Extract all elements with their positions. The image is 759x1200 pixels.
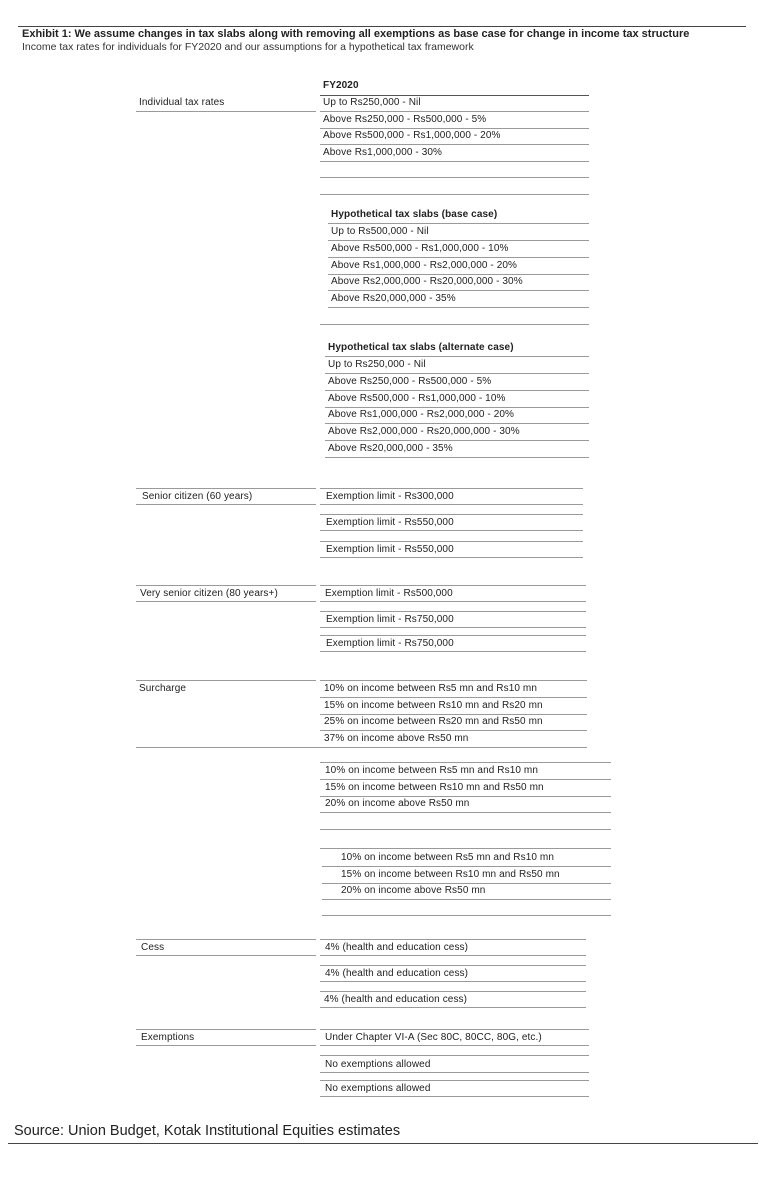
base-case-slab: Above Rs500,000 - Rs1,000,000 - 10% [331,242,509,254]
row-divider [320,1055,589,1056]
row-divider [320,991,586,992]
row-divider [320,848,611,849]
row-divider [320,95,589,96]
row-divider [320,1080,589,1081]
row-label-surcharge: Surcharge [139,683,187,694]
surcharge-alternate: 20% on income above Rs50 mn [341,885,486,897]
row-divider [320,779,611,780]
row-divider [320,177,589,178]
surcharge-fy2020: 25% on income between Rs20 mn and Rs50 mn [324,716,543,728]
surcharge-alternate: 10% on income between Rs5 mn and Rs10 mn [341,852,555,863]
fy2020-slab: Above Rs1,000,000 - 30% [323,147,443,159]
alternate-case-slab: Up to Rs250,000 - Nil [328,359,426,370]
row-divider [320,965,586,966]
senior-alternate: Exemption limit - Rs550,000 [326,544,454,555]
row-divider [320,504,583,505]
base-case-title: Hypothetical tax slabs (base case) [331,209,498,220]
surcharge-base-case: 20% on income above Rs50 mn [325,798,470,810]
column-header-fy2020: FY2020 [323,80,359,91]
row-divider [320,714,587,715]
row-label-very-senior: Very senior citizen (80 years+) [140,588,278,599]
row-label-cess: Cess [141,942,165,953]
row-divider [320,161,589,162]
row-divider [320,514,583,515]
row-divider [320,762,611,763]
source-rule [8,1143,758,1144]
row-divider [325,373,589,374]
row-divider [136,601,316,602]
row-divider [136,955,316,956]
base-case-slab: Above Rs1,000,000 - Rs2,000,000 - 20% [331,259,518,271]
alternate-case-slab: Above Rs20,000,000 - 35% [328,443,453,454]
row-divider [320,981,586,982]
senior-fy2020: Exemption limit - Rs300,000 [326,491,454,502]
row-divider [320,680,587,681]
fy2020-slab: Above Rs250,000 - Rs500,000 - 5% [323,113,487,125]
row-divider [325,457,589,458]
very-senior-fy2020: Exemption limit - Rs500,000 [325,588,453,599]
row-divider [136,747,587,748]
fy2020-slab: Up to Rs250,000 - Nil [323,97,421,108]
row-divider [320,144,589,145]
row-divider [325,356,589,357]
cess-fy2020: 4% (health and education cess) [325,942,469,953]
alternate-case-slab: Above Rs1,000,000 - Rs2,000,000 - 20% [328,409,515,421]
base-case-slab: Up to Rs500,000 - Nil [331,226,429,237]
fy2020-slab: Above Rs500,000 - Rs1,000,000 - 20% [323,130,501,142]
row-divider [136,1029,316,1030]
exhibit-subtitle: Income tax rates for individuals for FY2020 and our assumptions for a hypothetical tax framework [22,41,474,53]
exemptions-fy2020: Under Chapter VI-A (Sec 80C, 80CC, 80G, etc.) [325,1032,542,1043]
row-label-exemptions: Exemptions [141,1032,195,1043]
row-divider [136,488,316,489]
row-divider [320,796,611,797]
very-senior-alternate: Exemption limit - Rs750,000 [326,638,454,649]
surcharge-alternate: 15% on income between Rs10 mn and Rs50 mn [341,868,560,880]
row-divider [320,635,586,636]
row-divider [320,585,586,586]
exemptions-alternate: No exemptions allowed [325,1083,431,1094]
row-divider [325,423,589,424]
row-divider [320,111,589,112]
surcharge-fy2020: 15% on income between Rs10 mn and Rs20 mn [324,699,543,711]
source-note: Source: Union Budget, Kotak Institutional Equities estimates [14,1123,401,1139]
alternate-case-slab: Above Rs250,000 - Rs500,000 - 5% [328,375,492,387]
row-divider [320,1045,589,1046]
row-divider [320,530,583,531]
row-label-senior-citizen: Senior citizen (60 years) [142,491,253,502]
row-divider [320,1096,589,1097]
row-divider [320,601,586,602]
row-divider [325,407,589,408]
row-divider [320,541,583,542]
row-divider [320,1029,589,1030]
row-divider [320,955,586,956]
row-divider [320,611,586,612]
row-divider [320,324,589,325]
row-divider [328,257,589,258]
row-divider [136,939,316,940]
exhibit-title: Exhibit 1: We assume changes in tax slabs along with removing all exemptions as base case for change in income tax structure [22,28,690,40]
alternate-case-title: Hypothetical tax slabs (alternate case) [328,342,514,353]
surcharge-fy2020: 37% on income above Rs50 mn [324,733,469,745]
row-divider [320,557,583,558]
alternate-case-slab: Above Rs2,000,000 - Rs20,000,000 - 30% [328,426,520,438]
row-divider [322,899,611,900]
row-divider [328,240,589,241]
row-divider [325,440,589,441]
cess-base-case: 4% (health and education cess) [325,968,469,979]
row-divider [320,939,586,940]
row-divider [320,730,587,731]
surcharge-base-case: 15% on income between Rs10 mn and Rs50 mn [325,781,544,793]
row-divider [136,504,316,505]
row-divider [328,223,589,224]
row-divider [136,111,316,112]
row-divider [320,1007,586,1008]
row-divider [325,390,589,391]
row-divider [328,290,589,291]
row-divider [320,128,589,129]
row-divider [320,1072,589,1073]
very-senior-base-case: Exemption limit - Rs750,000 [326,614,454,625]
row-divider [328,274,589,275]
row-divider [320,812,611,813]
row-divider [136,680,316,681]
row-divider [320,194,589,195]
row-divider [328,307,589,308]
row-divider [136,585,316,586]
row-divider [136,1045,316,1046]
row-divider [322,883,611,884]
base-case-slab: Above Rs2,000,000 - Rs20,000,000 - 30% [331,276,523,288]
surcharge-base-case: 10% on income between Rs5 mn and Rs10 mn [325,765,539,776]
cess-alternate: 4% (health and education cess) [324,994,468,1005]
row-divider [320,627,586,628]
title-rule [18,26,746,27]
row-divider [320,697,587,698]
surcharge-fy2020: 10% on income between Rs5 mn and Rs10 mn [324,683,538,694]
base-case-slab: Above Rs20,000,000 - 35% [331,293,456,305]
exemptions-base-case: No exemptions allowed [325,1059,431,1070]
row-label-individual: Individual tax rates [139,97,225,108]
row-divider [320,488,583,489]
row-divider [320,829,611,830]
row-divider [322,866,611,867]
alternate-case-slab: Above Rs500,000 - Rs1,000,000 - 10% [328,392,506,404]
row-divider [320,651,586,652]
row-divider [322,915,611,916]
senior-base-case: Exemption limit - Rs550,000 [326,517,454,528]
